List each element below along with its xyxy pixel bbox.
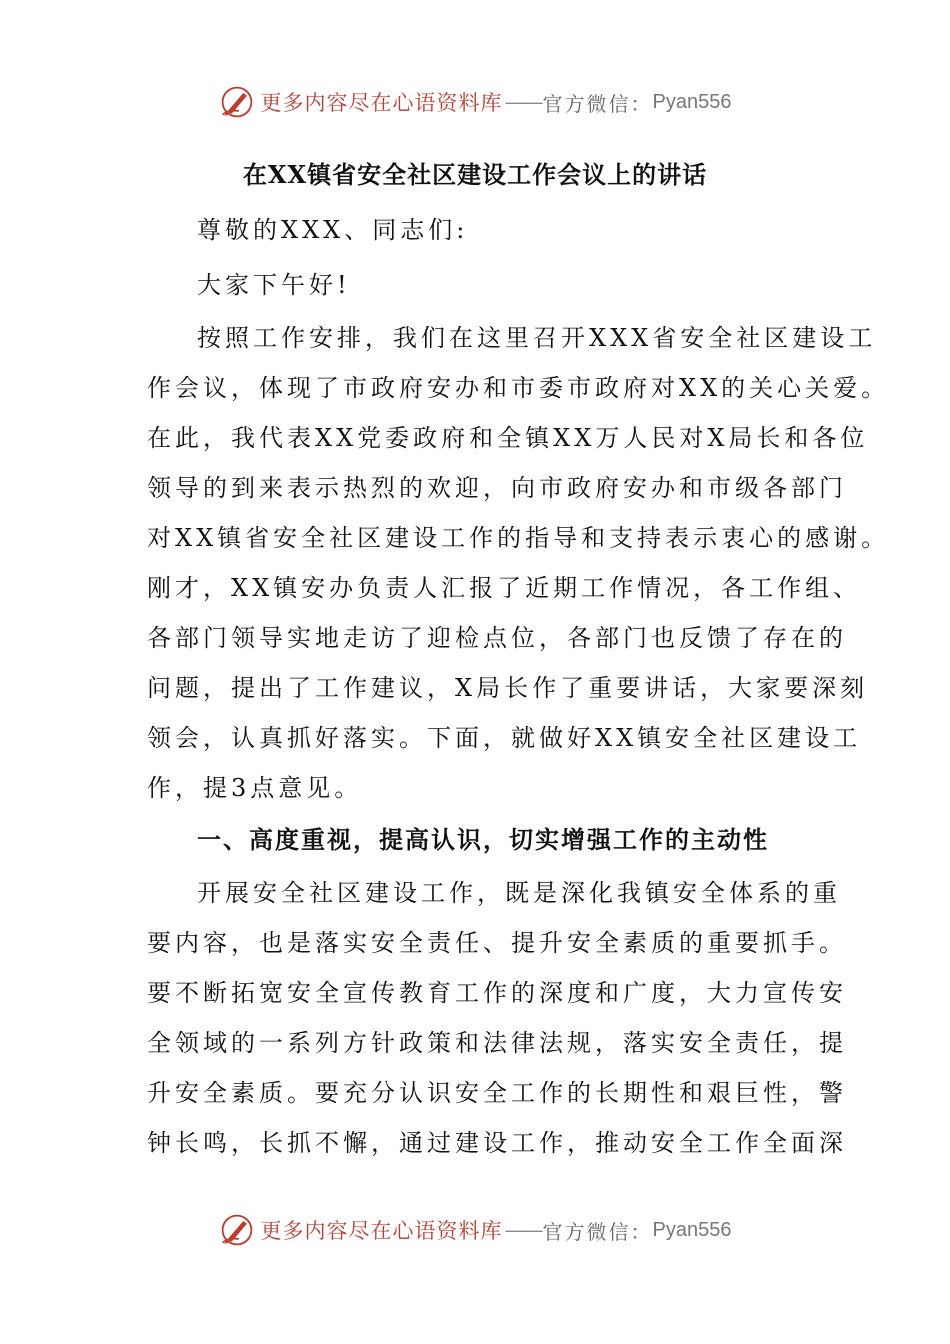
paragraph-line: 领导的到来表示热烈的欢迎，向市政府安办和市级各部门 xyxy=(147,474,847,502)
banner-wechat-id: Pyan556 xyxy=(652,1218,732,1241)
header-banner xyxy=(0,80,950,124)
banner-site-name: 更多内容尽在心语资料库 xyxy=(260,1219,503,1243)
banner-wechat-label: 官方微信： xyxy=(542,1219,653,1244)
document-title: 在XX镇省安全社区建设工作会议上的讲话 xyxy=(242,160,708,189)
paragraph-line: 对XX镇省安全社区建设工作的指导和支持表示衷心的感谢。 xyxy=(147,524,890,552)
paragraph-line: 要内容，也是落实安全责任、提升安全素质的重要抓手。 xyxy=(147,929,847,957)
pen-logo-icon xyxy=(219,1212,255,1248)
paragraph-line: 升安全素质。要充分认识安全工作的长期性和艰巨性，警 xyxy=(147,1079,847,1107)
paragraph-line: 问题，提出了工作建议，X局长作了重要讲话，大家要深刻 xyxy=(147,674,869,702)
banner-wechat-label: 官方微信： xyxy=(542,91,653,116)
paragraph-line: 作，提3点意见。 xyxy=(147,774,363,802)
section-heading: 一、高度重视，提高认识，切实增强工作的主动性 xyxy=(197,825,769,854)
salutation: 尊敬的XXX、同志们: xyxy=(197,216,469,244)
paragraph-line: 各部门领导实地走访了迎检点位，各部门也反馈了存在的 xyxy=(147,624,847,652)
banner-dash: —— xyxy=(504,90,541,114)
paragraph-line: 领会，认真抓好落实。下面，就做好XX镇安全社区建设工 xyxy=(147,724,862,752)
paragraph-line: 作会议，体现了市政府安办和市委市政府对XX的关心关爱。 xyxy=(147,374,890,402)
paragraph-line: 全领域的一系列方针政策和法律法规，落实安全责任，提 xyxy=(147,1029,847,1057)
greeting: 大家下午好! xyxy=(197,271,351,299)
banner-site-name: 更多内容尽在心语资料库 xyxy=(260,91,503,115)
paragraph-line: 钟长鸣，长抓不懈，通过建设工作，推动安全工作全面深 xyxy=(147,1129,847,1157)
paragraph-line: 要不断拓宽安全宣传教育工作的深度和广度，大力宣传安 xyxy=(147,979,847,1007)
banner-wechat-id: Pyan556 xyxy=(652,90,732,113)
pen-logo-icon xyxy=(219,84,255,120)
paragraph-line: 开展安全社区建设工作，既是深化我镇安全体系的重 xyxy=(197,879,841,907)
banner-dash: —— xyxy=(504,1218,541,1242)
paragraph-line: 按照工作安排，我们在这里召开XXX省安全社区建设工 xyxy=(197,324,877,352)
paragraph-line: 刚才，XX镇安办负责人汇报了近期工作情况，各工作组、 xyxy=(147,574,862,602)
paragraph-line: 在此，我代表XX党委政府和全镇XX万人民对X局长和各位 xyxy=(147,424,869,452)
footer-banner xyxy=(0,1208,950,1252)
